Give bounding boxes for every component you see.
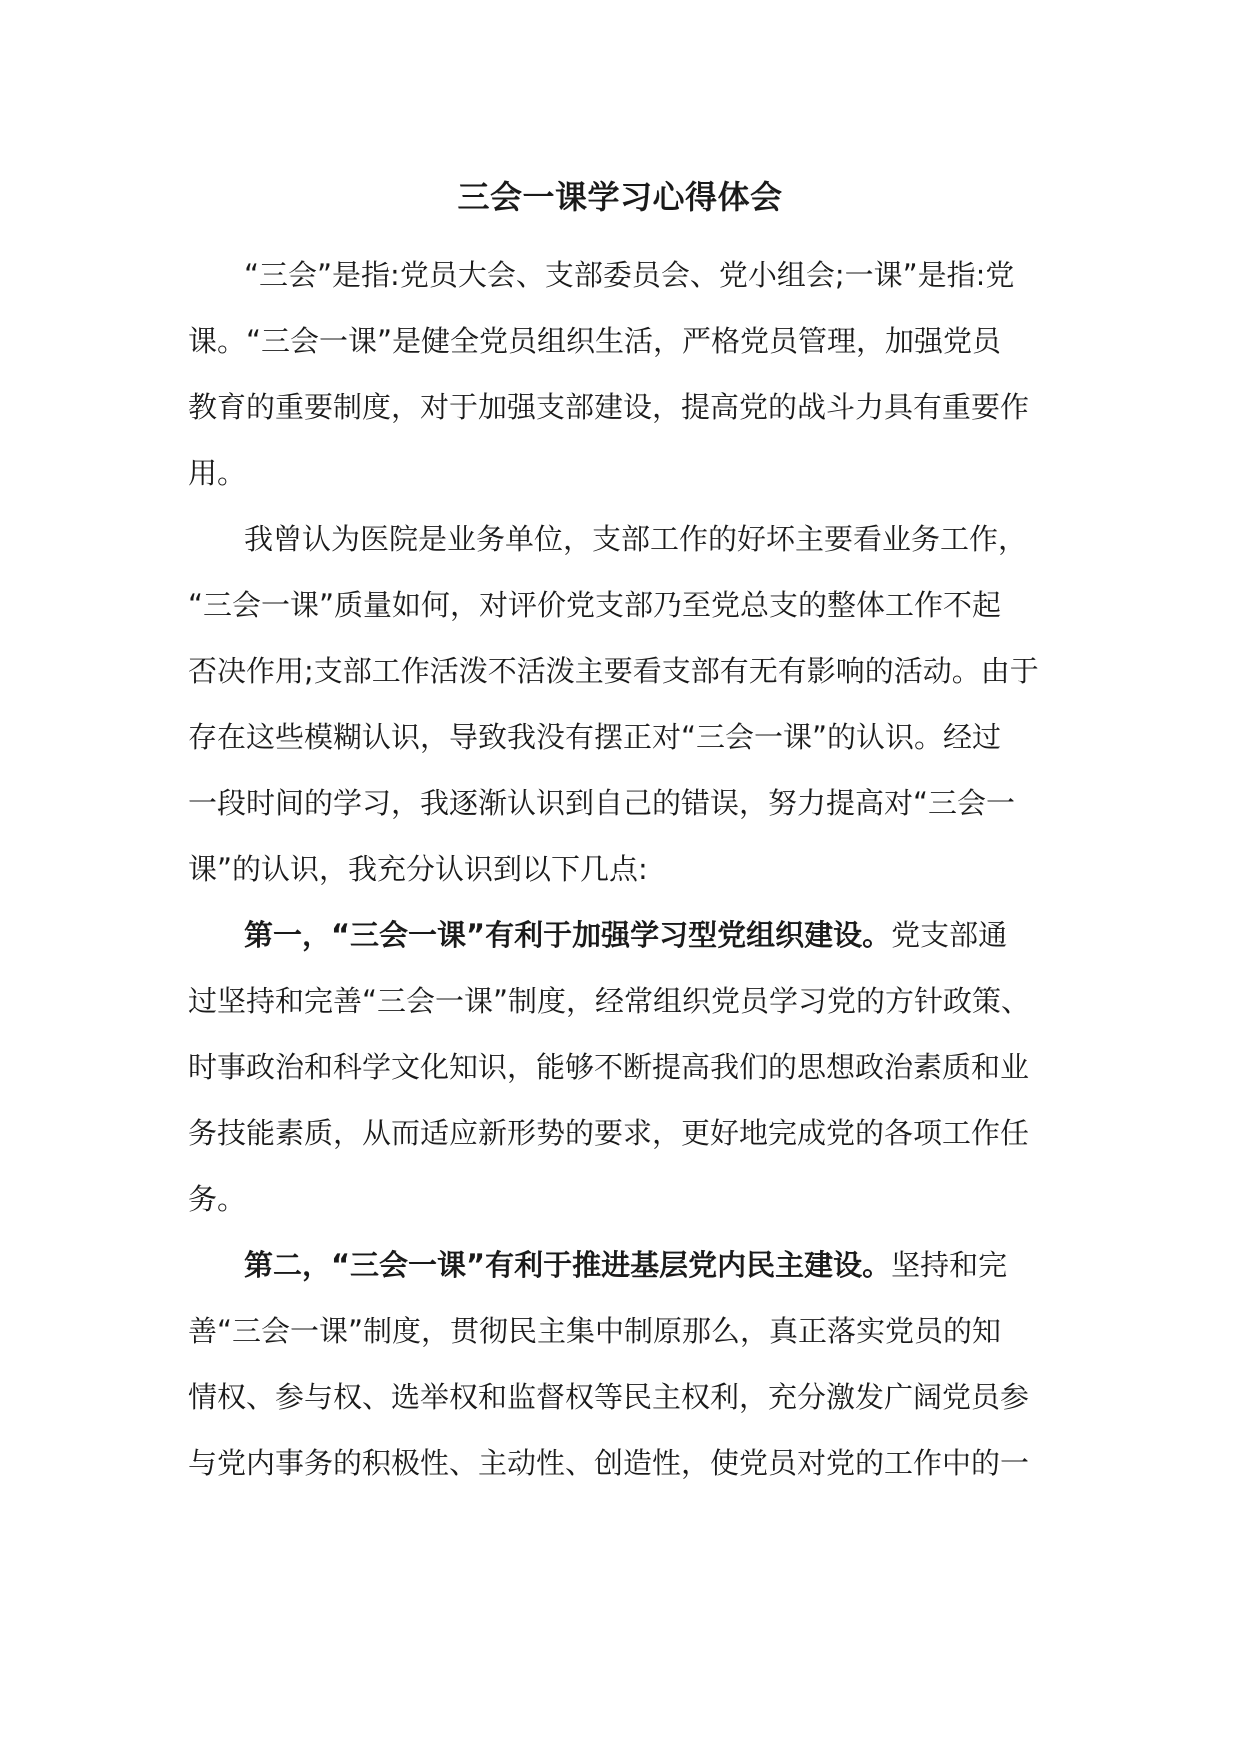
paragraph-line: 课”的认识，我充分认识到以下几点: <box>188 852 648 886</box>
paragraph-line: 时事政治和科学文化知识，能够不断提高我们的思想政治素质和业 <box>188 1050 1030 1084</box>
paragraph-4 <box>188 1232 1056 1496</box>
paragraph-line: 与党内事务的积极性、主动性、创造性，使党员对党的工作中的一 <box>188 1446 1030 1480</box>
paragraph-line: 否决作用;支部工作活泼不活泼主要看支部有无有影响的活动。由于 <box>188 654 1039 688</box>
document-title: 三会一课学习心得体会 <box>457 178 783 216</box>
paragraph-line: 善“三会一课”制度，贯彻民主集中制原那么，真正落实党员的知 <box>188 1314 1002 1348</box>
paragraph-line: 用。 <box>188 456 247 490</box>
document-body <box>188 242 1056 1496</box>
paragraph-1 <box>188 242 1056 506</box>
paragraph-lead-text: 坚持和完 <box>891 1248 1008 1282</box>
paragraph-line: 我曾认为医院是业务单位，支部工作的好坏主要看业务工作， <box>244 522 1028 556</box>
paragraph-line: 存在这些模糊认识，导致我没有摆正对“三会一课”的认识。经过 <box>188 720 1002 754</box>
paragraph-3 <box>188 902 1056 1232</box>
paragraph-line: 情权、参与权、选举权和监督权等民主权利，充分激发广阔党员参 <box>188 1380 1030 1414</box>
paragraph-line: 一段时间的学习，我逐渐认识到自己的错误，努力提高对“三会一 <box>188 786 1016 820</box>
paragraph-line: 课。“三会一课”是健全党员组织生活，严格党员管理，加强党员 <box>188 324 1002 358</box>
paragraph-line: “三会一课”质量如何，对评价党支部乃至党总支的整体工作不起 <box>188 588 1002 622</box>
paragraph-lead-line <box>188 902 1056 968</box>
paragraph-line: 过坚持和完善“三会一课”制度，经常组织党员学习党的方针政策、 <box>188 984 1031 1018</box>
paragraph-lead-heading: 第二，“三会一课”有利于推进基层党内民主建设。 <box>244 1248 892 1282</box>
paragraph-lead-line <box>188 1232 1056 1298</box>
paragraph-line: 务技能素质，从而适应新形势的要求，更好地完成党的各项工作任 <box>188 1116 1030 1150</box>
paragraph-line: 务。 <box>188 1182 247 1216</box>
paragraph-line: 教育的重要制度，对于加强支部建设，提高党的战斗力具有重要作 <box>188 390 1030 424</box>
paragraph-2 <box>188 506 1056 902</box>
paragraph-lead-heading: 第一，“三会一课”有利于加强学习型党组织建设。 <box>244 918 892 952</box>
paragraph-lead-text: 党支部通 <box>891 918 1008 952</box>
paragraph-line: “三会”是指:党员大会、支部委员会、党小组会;一课”是指:党 <box>244 258 1015 292</box>
